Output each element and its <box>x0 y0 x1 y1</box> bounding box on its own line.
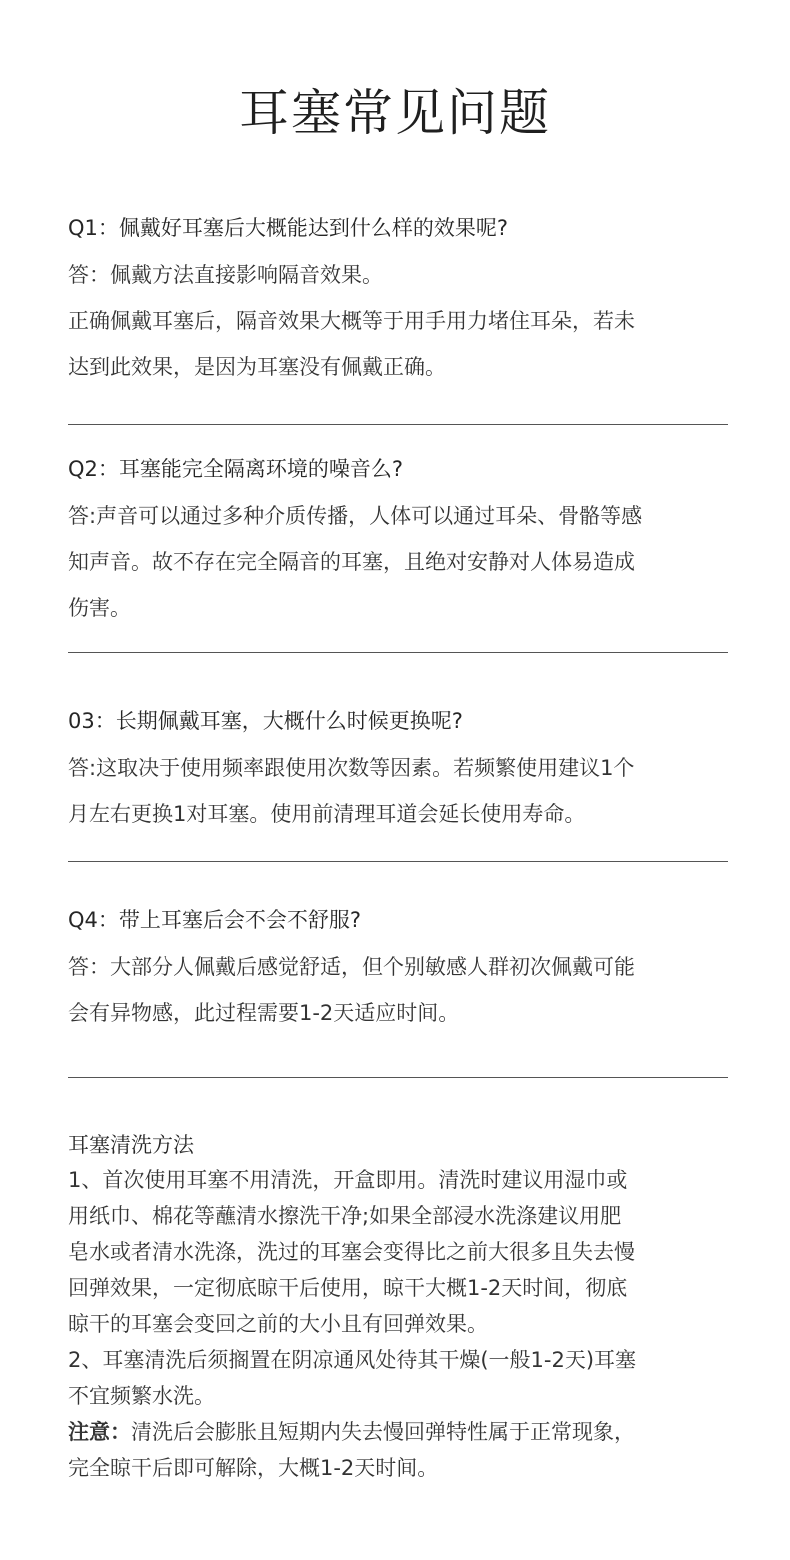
faq-answer-line: 正确佩戴耳塞后，隔音效果大概等于用手用力堵住耳朵，若未 <box>68 309 635 333</box>
faq-item-4 <box>68 904 728 1036</box>
faq-answer-line: 伤害。 <box>68 596 131 620</box>
cleaning-line: 不宜频繁水洗。 <box>68 1384 215 1408</box>
cleaning-note-continued: 完全晾干后即可解除，大概1-2天时间。 <box>68 1456 439 1480</box>
faq-item-3 <box>68 705 728 837</box>
cleaning-line: 回弹效果，一定彻底晾干后使用，晾干大概1-2天时间，彻底 <box>68 1276 628 1300</box>
page-title: 耳塞常见问题 <box>239 84 551 142</box>
faq-answer-line: 答：佩戴方法直接影响隔音效果。 <box>68 263 383 287</box>
divider <box>68 652 728 653</box>
faq-question: Q1：佩戴好耳塞后大概能达到什么样的效果呢? <box>68 216 509 240</box>
cleaning-line: 1、首次使用耳塞不用清洗，开盒即用。清洗时建议用湿巾或 <box>68 1168 628 1192</box>
divider <box>68 1077 728 1078</box>
divider <box>68 424 728 425</box>
cleaning-line: 2、耳塞清洗后须搁置在阴凉通风处待其干燥(一般1-2天)耳塞 <box>68 1348 637 1372</box>
faq-answer-line: 答：大部分人佩戴后感觉舒适，但个别敏感人群初次佩戴可能 <box>68 955 635 979</box>
faq-question: Q4：带上耳塞后会不会不舒服? <box>68 908 362 932</box>
cleaning-line: 皂水或者清水洗涤，洗过的耳塞会变得比之前大很多且失去慢 <box>68 1240 635 1264</box>
faq-question: Q2：耳塞能完全隔离环境的噪音么? <box>68 457 404 481</box>
faq-item-1 <box>68 212 728 390</box>
cleaning-section <box>68 1128 728 1486</box>
note-label: 注意： <box>68 1420 131 1444</box>
faq-answer-line: 月左右更换1对耳塞。使用前清理耳道会延长使用寿命。 <box>68 802 586 826</box>
cleaning-line: 晾干的耳塞会变回之前的大小且有回弹效果。 <box>68 1312 488 1336</box>
faq-answer-line: 答:声音可以通过多种介质传播，人体可以通过耳朵、骨骼等感 <box>68 504 643 528</box>
faq-item-2 <box>68 453 728 631</box>
note-text: 清洗后会膨胀且短期内失去慢回弹特性属于正常现象， <box>131 1420 635 1444</box>
cleaning-title: 耳塞清洗方法 <box>68 1133 194 1157</box>
faq-answer-line: 知声音。故不存在完全隔音的耳塞，且绝对安静对人体易造成 <box>68 550 635 574</box>
faq-answer-line: 会有异物感，此过程需要1-2天适应时间。 <box>68 1001 460 1025</box>
cleaning-note <box>68 1414 728 1450</box>
divider <box>68 861 728 862</box>
faq-question: 03：长期佩戴耳塞，大概什么时候更换呢? <box>68 709 463 733</box>
faq-answer-line: 答:这取决于使用频率跟使用次数等因素。若频繁使用建议1个 <box>68 756 635 780</box>
faq-answer-line: 达到此效果，是因为耳塞没有佩戴正确。 <box>68 355 446 379</box>
cleaning-line: 用纸巾、棉花等蘸清水擦洗干净;如果全部浸水洗涤建议用肥 <box>68 1204 622 1228</box>
